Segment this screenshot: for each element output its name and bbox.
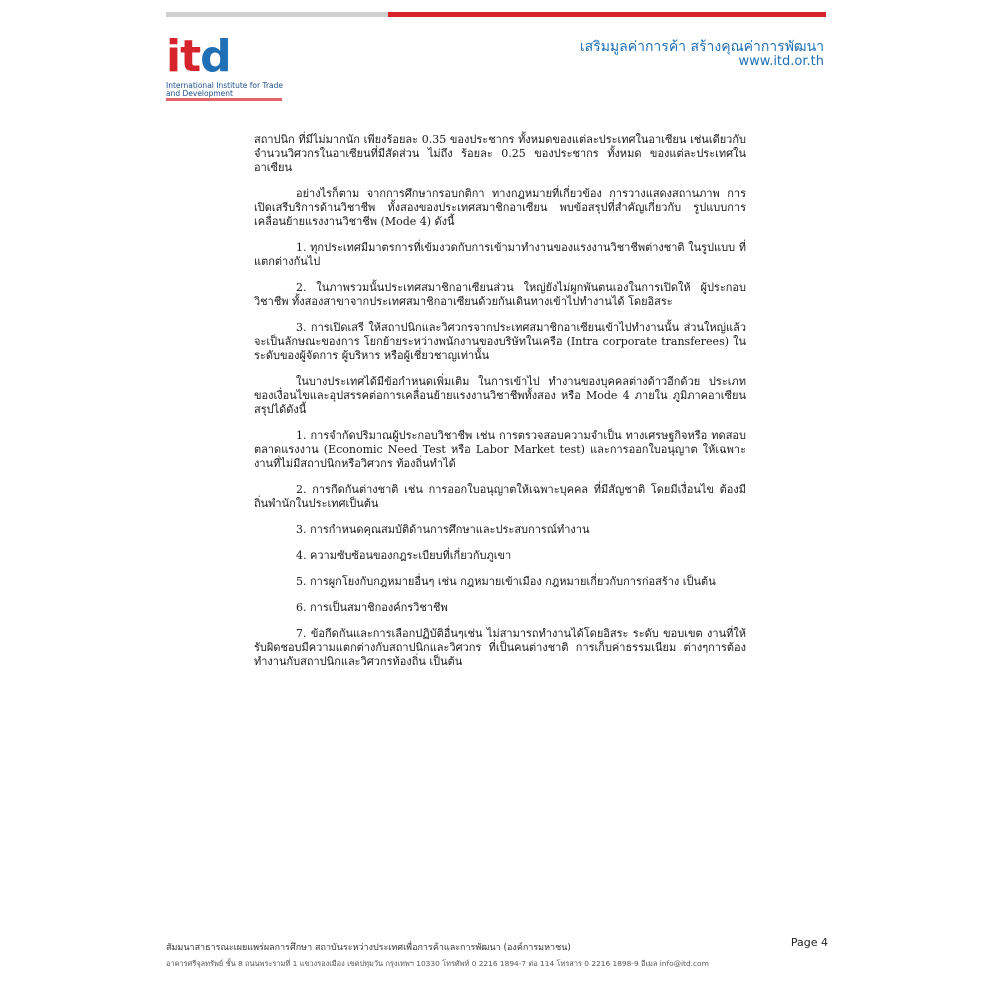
- paragraph-1: สถาปนิก ที่มีไม่มากนัก เพียงร้อยละ 0.35 ของประชากร ทั้งหมดของแต่ละประเทศในอาเซียน เช่นเดียวกับจำนวนวิศวกรในอาเซียนที่มีสัดส่วน ไม่ถึง ร้อยละ 0.25 ของประชากร ทั้งหมด ของแต่ละประเทศในอาเซียน: [254, 133, 746, 174]
- itd-logo: [166, 32, 296, 107]
- obstacle-6: 6. การเป็นสมาชิกองค์กรวิชาชีพ: [296, 601, 448, 614]
- logo-mark: itd: [166, 31, 231, 82]
- document-body: [254, 133, 746, 681]
- footer-address: อาคารศรีจุลทรัพย์ ชั้น 8 ถนนพระรามที่ 1 แขวงรองเมือง เขตปทุมวัน กรุงเทพฯ 10330 โทรศัพท์ 0 2216 1894-7 ต่อ 114 โทรสาร 0 2216 1898-9 อีเมล info@itd.com: [166, 959, 709, 968]
- header-tagline: เสริมมูลค่าการค้า สร้างคุณค่าการพัฒนา: [579, 39, 824, 55]
- page-number: Page 4: [790, 936, 828, 949]
- finding-2: 2. ในภาพรวมนั้นประเทศสมาชิกอาเซียนส่วน ใหญ่ยังไม่ผูกพันตนเองในการเปิดให้ ผู้ประกอบวิชาชีพ ทั้งสองสาขาจากประเทศสมาชิกอาเซียนด้วยกันเดินทางเข้าไปทำงานได้ โดยอิสระ: [254, 281, 746, 308]
- obstacle-7: 7. ข้อกีดกันและการเลือกปฏิบัติอื่นๆเช่น ไม่สามารถทำงานได้โดยอิสระ ระดับ ขอบเขต งานที่ให้รับผิดชอบมีความแตกต่างกับสถาปนิกและวิศวกร ที่เป็นคนต่างชาติ การเก็บค่าธรรมเนียม ต่างๆการต้องทำงานกับสถาปนิกและวิศวกรท้องถิ่น เป็นต้น: [254, 627, 746, 668]
- paragraph-2: อย่างไรก็ตาม จากการศึกษากรอบกติกา ทางกฎหมายที่เกี่ยวข้อง การวางแสดงสถานภาพ การเปิดเสรีบริการด้านวิชาชีพ ทั้งสองของประเทศสมาชิกอาเซียน พบข้อสรุปที่สำคัญเกี่ยวกับ รูปแบบการเคลื่อนย้ายแรงงานวิชาชีพ (Mode 4) ดังนี้: [254, 187, 746, 228]
- obstacle-1: 1. การจำกัดปริมาณผู้ประกอบวิชาชีพ เช่น การตรวจสอบความจำเป็น ทางเศรษฐกิจหรือ ทดสอบตลาดแรงงาน (Economic Need Test หรือ Labor Market test) และการออกใบอนุญาต ให้เฉพาะงานที่ไม่มีสถาปนิกหรือวิศวกร ท้องถิ่นทำได้: [254, 429, 746, 470]
- obstacle-5: 5. การผูกโยงกับกฎหมายอื่นๆ เช่น กฎหมายเข้าเมือง กฎหมายเกี่ยวกับการก่อสร้าง เป็นต้น: [296, 575, 716, 588]
- obstacle-2: 2. การกีดกันต่างชาติ เช่น การออกใบอนุญาตให้เฉพาะบุคคล ที่มีสัญชาติ โดยมีเงื่อนไข ต้องมีถิ่นพำนักในประเทศเป็นต้น: [254, 483, 746, 510]
- paragraph-obstacles: ในบางประเทศได้มีข้อกำหนดเพิ่มเติม ในการเข้าไป ทำงานของบุคคลต่างด้าวอีกด้วย ประเภทของเงื่อนไขและอุปสรรคต่อการเคลื่อนย้ายแรงงานวิชาชีพทั้งสอง หรือ Mode 4 ภายใน ภูมิภาคอาเซียนสรุปได้ดังนี้: [254, 375, 746, 416]
- logo-underline: [166, 98, 282, 101]
- obstacle-4: 4. ความซับซ้อนของกฎระเบียบที่เกี่ยวกับภูเขา: [296, 549, 512, 562]
- header-bar-red: [388, 12, 826, 17]
- footer-title: สัมมนาสาธารณะเผยแพร่ผลการศึกษา สถาบันระหว่างประเทศเพื่อการค้าและการพัฒนา (องค์การมหาชน): [166, 943, 571, 953]
- finding-3: 3. การเปิดเสรี ให้สถาปนิกและวิศวกรจากประเทศสมาชิกอาเซียนเข้าไปทำงานนั้น ส่วนใหญ่แล้วจะเป็นลักษณะของการ โยกย้ายระหว่างพนักงานของบริษัทในเครือ (Intra corporate transferees) ในระดับของผู้จัดการ ผู้บริหาร หรือผู้เชี่ยวชาญเท่านั้น: [254, 321, 746, 362]
- logo-subtitle: International Institute for Trade and Development: [166, 81, 284, 98]
- header-website: www.itd.or.th: [738, 54, 824, 69]
- header-bar-gray: [166, 12, 388, 17]
- finding-1: 1. ทุกประเทศมีมาตรการที่เข้มงวดกับการเข้ามาทำงานของแรงงานวิชาชีพต่างชาติ ในรูปแบบ ที่แตกต่างกันไป: [254, 241, 746, 268]
- obstacle-3: 3. การกำหนดคุณสมบัติด้านการศึกษาและประสบการณ์ทำงาน: [296, 523, 590, 536]
